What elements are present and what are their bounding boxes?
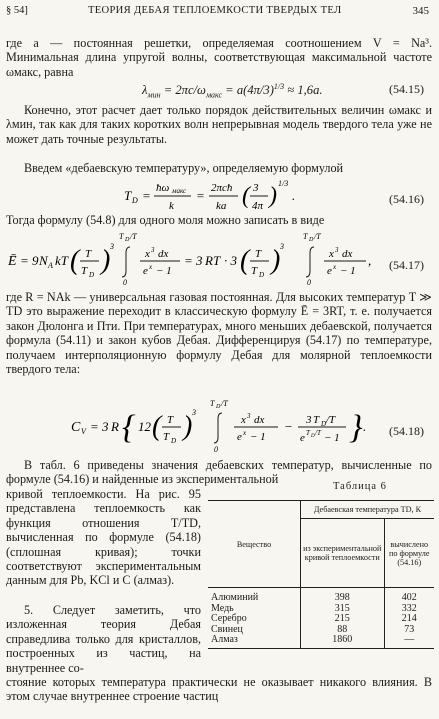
svg-text:): )	[271, 245, 281, 276]
svg-text:e: e	[237, 431, 242, 443]
table-row: Алюминий 398 402	[208, 588, 434, 604]
svg-text:1/3: 1/3	[278, 179, 289, 188]
svg-text:макс: макс	[172, 187, 187, 195]
debye-temperature-formula	[6, 178, 436, 214]
svg-text:.: .	[363, 419, 367, 434]
svg-text:= 3: = 3	[184, 253, 203, 268]
svg-text:C: C	[71, 420, 81, 435]
svg-text:(: (	[242, 183, 250, 209]
svg-text:3: 3	[192, 408, 196, 417]
svg-text:T: T	[163, 431, 170, 443]
svg-text:/T: /T	[221, 399, 228, 408]
svg-text:0: 0	[123, 278, 127, 285]
svg-text:3: 3	[253, 182, 259, 194]
svg-text:.: .	[292, 188, 296, 203]
svg-text:D: D	[125, 237, 130, 243]
svg-text:D: D	[309, 237, 314, 243]
table-row: Свинец 88 73	[208, 625, 434, 636]
equation-number: (54.18)	[389, 424, 424, 438]
svg-text:kT: kT	[55, 253, 68, 268]
paragraph-gas-constant: где R = NAk — универсальная газовая постоянная. Для высоких температур T ≫ TD это выражение переходит в классическую формулу Ē = 3RT, т. е. получается закон Дюлонга и Пти. При температурах, много меньших дебаевской, получается формула (54.11) и закон кубов Дебая. Дифференцируя (54.17) по температуре, получаем интерполяционную формулу Дебая для молярной теплоемкости твердого тела:	[6, 290, 432, 377]
equation-number: (54.16)	[389, 192, 424, 206]
svg-text:A: A	[48, 261, 53, 270]
equation-54-18	[6, 397, 432, 453]
heat-capacity-formula	[6, 397, 436, 453]
svg-text:D: D	[132, 196, 138, 205]
svg-text:T: T	[81, 265, 88, 277]
svg-text:(: (	[152, 411, 162, 442]
svg-text:0: 0	[214, 445, 218, 453]
svg-text:(: (	[240, 245, 250, 276]
svg-text:· 3: · 3	[224, 253, 237, 268]
svg-text:T: T	[210, 399, 215, 408]
svg-text:−: −	[284, 419, 293, 434]
column-header-calculated: вычислено по формуле (54.16)	[384, 519, 434, 588]
svg-text:ħω: ħω	[156, 182, 170, 194]
paragraph-continuation: стояние которых температура практически не оказывает никакого влияния. В этом случае внутреннее строение частиц	[6, 675, 432, 704]
svg-text:2πcħ: 2πcħ	[211, 182, 233, 194]
column-header-substance: Вещество	[208, 501, 301, 588]
svg-text:3: 3	[280, 242, 284, 251]
svg-text:T: T	[255, 248, 262, 260]
equation-54-17	[6, 229, 432, 285]
svg-text:3: 3	[151, 246, 155, 254]
svg-text:D: D	[89, 271, 95, 279]
svg-text:x: x	[149, 263, 153, 271]
svg-text:T: T	[313, 414, 320, 426]
svg-text:,: ,	[368, 253, 372, 268]
svg-text:x: x	[145, 248, 150, 260]
table-row: Алмаз 1860 —	[208, 635, 434, 648]
page-number: 345	[412, 5, 429, 17]
svg-text:Ē: Ē	[8, 254, 17, 269]
svg-text:RT: RT	[205, 253, 221, 268]
svg-text:12: 12	[138, 419, 151, 434]
column-header-debye: Дебаевская температура TD, К	[301, 501, 435, 519]
svg-text:D: D	[321, 420, 327, 428]
svg-text:/T: /T	[314, 232, 321, 241]
table-row: Серебро 215 214	[208, 614, 434, 625]
svg-text:x: x	[241, 414, 246, 426]
svg-text:x: x	[333, 263, 337, 271]
equation-54-16	[6, 178, 432, 214]
paragraph-debye-intro: Введем «дебаевскую температуру», определяемую формулой	[24, 161, 344, 175]
svg-text:T: T	[251, 265, 258, 277]
svg-text:k: k	[169, 200, 174, 212]
running-title: ТЕОРИЯ ДЕБАЯ ТЕПЛОЕМКОСТИ ТВЕРДЫХ ТЕЛ	[88, 5, 342, 16]
table-row: Медь 315 332	[208, 604, 434, 615]
svg-text:ka: ka	[216, 200, 227, 212]
svg-text:e: e	[300, 432, 305, 444]
svg-text:T: T	[119, 232, 124, 241]
svg-text:}: }	[349, 409, 363, 446]
paragraph-lattice: где a — постоянная решетки, определяемая соотношением V = Na³. Минимальная длина упругой волны, соответствующая максимальной частоте ωмакс, равна	[6, 36, 432, 79]
svg-text:T: T	[167, 414, 174, 426]
svg-text:D: D	[259, 271, 265, 279]
svg-text:=: =	[196, 188, 205, 203]
svg-text:/T: /T	[326, 414, 336, 426]
svg-text:dx: dx	[342, 248, 353, 260]
paragraph-figure-ref: кривой теплоемкости. На рис. 95 представлена теплоемкость как функция отношения T/TD, вычисленная по формуле (54.18) (сплошная кривая); точки соответствуют экспериментальным данным для Pb, KCl и C (алмаз).	[6, 487, 201, 588]
svg-text:T: T	[124, 188, 132, 203]
debye-temperature-table	[208, 500, 434, 649]
svg-text:dx: dx	[254, 414, 265, 426]
svg-text:dx: dx	[158, 248, 169, 260]
svg-text:/T: /T	[315, 429, 321, 437]
svg-text:e: e	[327, 265, 332, 277]
svg-text:D: D	[311, 434, 315, 439]
svg-text:− 1: − 1	[156, 265, 172, 277]
svg-text:N: N	[39, 253, 48, 268]
paragraph-table-ref: В табл. 6 приведены значения дебаевских температур, вычисленные по формуле (54.16) и найденные из экспериментальной	[6, 458, 432, 487]
paragraph-estimate: Конечно, этот расчет дает только порядок действительных величин ωмакс и λмин, так как для таких коротких волн непрерывная модель твердого тела уже не может дать точные результаты.	[6, 103, 432, 146]
svg-text:{: {	[122, 409, 136, 446]
column-header-experimental: из экспериментальной кривой теплоемкости	[301, 519, 385, 588]
svg-text:T: T	[306, 429, 310, 437]
svg-text:− 1: − 1	[250, 431, 266, 443]
svg-text:): )	[269, 183, 277, 209]
svg-text:x: x	[243, 429, 247, 437]
svg-text:T: T	[303, 232, 308, 241]
svg-text:4π: 4π	[252, 200, 264, 212]
svg-text:− 1: − 1	[340, 265, 356, 277]
energy-integral-formula	[6, 229, 436, 285]
svg-text:= 9: = 9	[20, 253, 39, 268]
svg-text:3: 3	[306, 414, 312, 426]
svg-text:x: x	[329, 248, 334, 260]
paragraph-molar-form: Тогда формулу (54.8) для одного моля можно записать в виде	[6, 213, 325, 227]
svg-text:): )	[183, 411, 193, 442]
svg-text:3: 3	[110, 242, 114, 251]
svg-text:D: D	[171, 437, 177, 445]
section-marker: § 54]	[6, 5, 28, 16]
svg-text:): )	[101, 245, 111, 276]
equation-number: (54.15)	[389, 82, 424, 96]
book-page: § 54] ТЕОРИЯ ДЕБАЯ ТЕПЛОЕМКОСТИ ТВЕРДЫХ ТЕЛ 345 где a — постоянная решетки, определяемая соотношением V = Na³. Минимальная длина упругой волны, соответствующая максимальной частоте ωмакс, равна $\lambda_{мин} = 2\pi c/\omega_{макс} = a(4\pi/3)^{1/3} \approx 1,6a$. (54.15) Конечно, этот расчет дает только порядок действительных величин ωмакс и λмин, так как для таких коротких волн непрерывная модель твердого тела уже не может дать точные результаты. Введем «дебаевскую температуру», определяемую формулой T D = ħω макс k = 2πcħ ka ( 3 4π ) 1/3 . (54.16) Тогда формулу (54.8) для одного моля можно записать в виде Ē = 9 N A kT ( T T D ) 3 T D /T 0 x 3 dx e x − 1 = 3 RT · 3 ( T T D ) 3 T D /T 0 x 3 dx e x − 1 , (54.17) где R = NAk — универсальная газовая постоянная. Для высоких температур T ≫ TD это выражение переходит в классическую формулу Ē = 3RT, т. е. получается закон Дюлонга и Пти. При температурах, много меньших дебаевской, получается формула (54.11) и закон кубов Дебая. Дифференцируя (54.17) по температуре, получаем интерполяционную формулу Дебая для молярной теплоемкости твердого тела: C V = 3 R { 12 ( T T D ) 3 T D /T 0 x 3 dx e x − 1 − 3 T D /T e T D /T − 1 } . (54.18) В табл. 6 приведены значения дебаевских температур, вычисленные по формуле (54.16) и найденные из экспериментальной кривой теплоемкости. На рис. 95 представлена теплоемкость как функция отношения T/TD, вычисленная по формуле (54.18) (сплошная кривая); точки соответствуют экспериментальным данным для Pb, KCl и C (алмаз). 5. Следует заметить, что изложенная теория Дебая справедлива только для кристаллов, построенных из частиц, на внутреннее со- стояние которых температура практически не оказывает никакого влияния. В этом случае внутреннее строение частиц Таблица 6 Вещество Дебаевская температура TD, К из экспериментальной кривой теплоемкости вычислено по формуле (54.16) Алюминий 398 402 Медь 315 332 Серебро 215 214 Свинец 88 73 Алмаз 1860 —	[0, 0, 439, 719]
svg-text:V: V	[81, 427, 86, 436]
svg-text:e: e	[143, 265, 148, 277]
svg-text:3: 3	[335, 246, 339, 254]
svg-text:=: =	[142, 188, 151, 203]
equation-number: (54.17)	[389, 258, 424, 272]
svg-text:D: D	[216, 404, 221, 410]
svg-text:R: R	[111, 419, 119, 434]
table-caption: Таблица 6	[333, 481, 387, 492]
paragraph-remark: 5. Следует заметить, что изложенная теория Дебая справедлива только для кристаллов, построенных из частиц, на внутреннее со-	[6, 603, 201, 675]
svg-text:/T: /T	[130, 232, 137, 241]
svg-text:0: 0	[307, 278, 311, 285]
svg-text:= 3: = 3	[90, 419, 109, 434]
svg-text:− 1: − 1	[324, 432, 340, 444]
svg-text:T: T	[85, 248, 92, 260]
svg-text:(: (	[70, 245, 80, 276]
svg-text:3: 3	[247, 412, 251, 420]
